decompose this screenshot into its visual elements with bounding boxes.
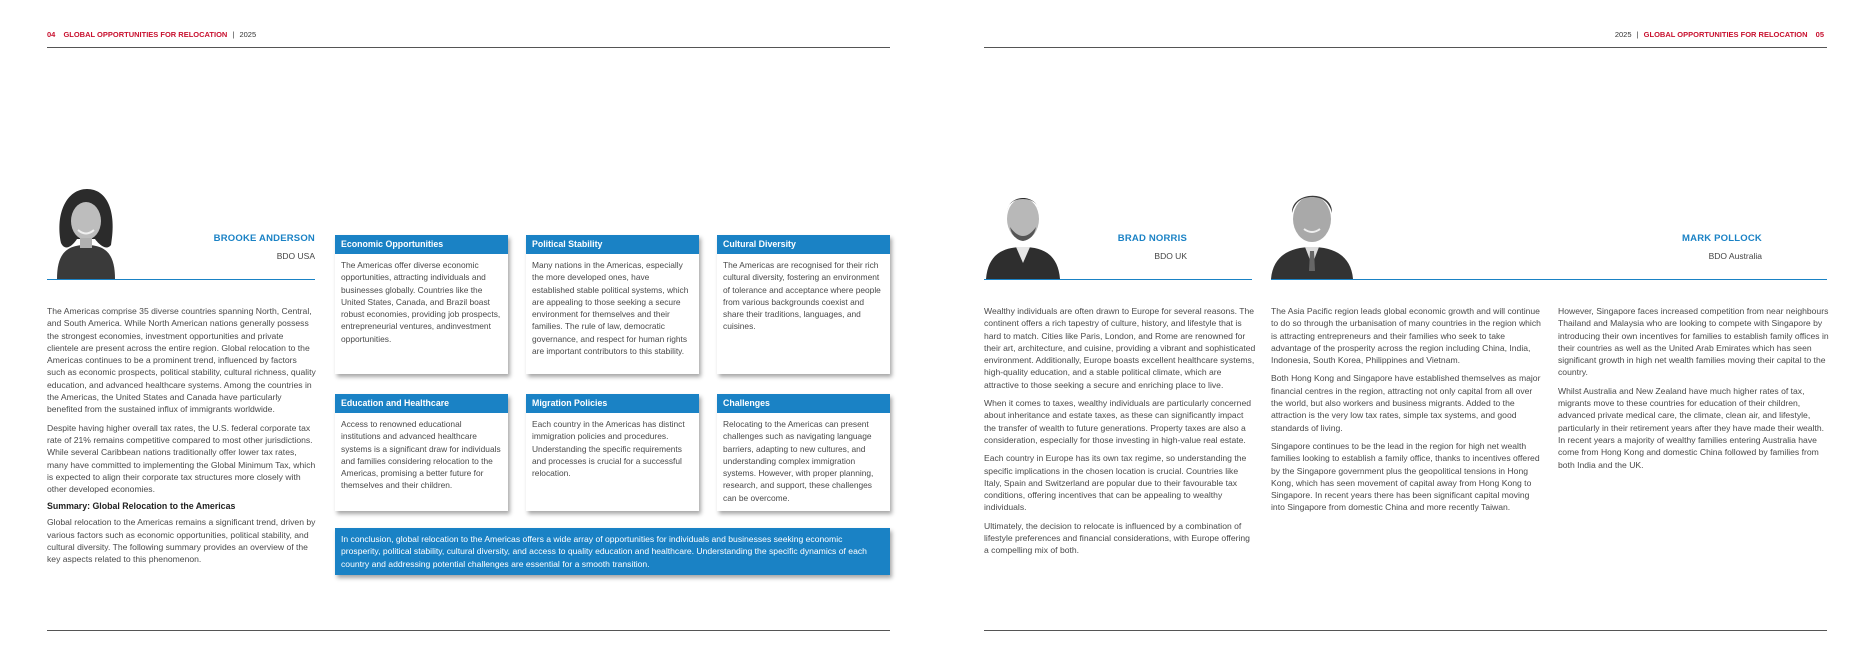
- running-header: [47, 30, 256, 39]
- header-separator: |: [1636, 30, 1639, 39]
- author-name: BROOKE ANDERSON: [213, 233, 315, 244]
- australia-paragraph: Whilst Australia and New Zealand have much higher rates of tax, migrants move to these countries for education of their children, advanced private medical care, the climate, clean air, and lifestyle, particularly in their retirement years after they have made their wealth. In recent years a majority of wealthy families entering Australia have come from Hong Kong and domestic China followed by families from both India and the UK.: [1558, 385, 1825, 470]
- intro-paragraph: The Americas comprise 35 diverse countries spanning North, Central, and South America. While North American nations generally possess the strongest economies, investment opportunities and private clientele are present across the entire region. Global relocation to the Americas continues to be a prominent trend, influenced by factors such as economic prospects, political stability, cultural richness, quality education, and advanced healthcare systems. Among the countries in the Americas, the United States and Canada have particularly benefited from the sustained influx of immigrants worldwide.: [47, 306, 316, 415]
- header-rule: [984, 47, 1827, 48]
- card-migration-policies: [526, 394, 699, 511]
- europe-paragraph: Each country in Europe has its own tax regime, so understanding the specific implications in the chosen location is crucial. Countries like Italy, Spain and Switzerland are popular due to their favourable tax conditions, offering incentives that can be appealing to wealthy individuals.: [984, 453, 1247, 513]
- tax-paragraph: Despite having higher overall tax rates, the U.S. federal corporate tax rate of 21% remains competitive compared to most other jurisdictions. While several Caribbean nations traditionally offer lower tax rates, many have committed to implementing the Global Minimum Tax, which is expected to align their corporate tax structures more closely with other developed economies.: [47, 422, 316, 495]
- author-org: BDO Australia: [1708, 251, 1762, 261]
- author-name: MARK POLLOCK: [1682, 233, 1762, 244]
- left-page: [0, 0, 935, 662]
- europe-paragraph: When it comes to taxes, wealthy individuals are particularly concerned about inheritance and estate taxes, as these can significantly impact the transfer of wealth to future generations. Property taxes are also a consideration, especially for those investing in high-value real estate.: [984, 398, 1252, 445]
- header-rule: [47, 47, 890, 48]
- footer-rule: [984, 630, 1827, 631]
- right-page: [935, 0, 1871, 662]
- footer-rule: [47, 630, 890, 631]
- asia-paragraph: The Asia Pacific region leads global economic growth and will continue to do so through the urbanisation of many countries in the region which is attracting entrepreneurs and their families who seek to take advantage of the prosperity across the region including China, India, Indonesia, South Korea, Philippines and Vietnam.: [1271, 306, 1541, 366]
- asia-paragraph: Both Hong Kong and Singapore have established themselves as major financial centres in the region, attracting not only capital from all over the world, but also workers and business migrants. Added to the attraction is the very low tax rates, simple tax systems, and good standards of living.: [1271, 373, 1541, 433]
- header-title: GLOBAL OPPORTUNITIES FOR RELOCATION: [63, 30, 228, 39]
- author-photo: [1271, 181, 1353, 279]
- author-photo: [984, 183, 1062, 279]
- europe-paragraph: Wealthy individuals are often drawn to Europe for several reasons. The continent offers a rich tapestry of culture, history, and lifestyle that is hard to match. Cities like Paris, London, and Rome are renowned for their art, architecture, and cuisine, providing a vibrant and sophisticated environment. Additionally, Europe boasts excellent healthcare systems, high-quality education, and a stable political climate, which are attractive to those seeking a secure and enriching place to live.: [984, 306, 1256, 390]
- card-text: Access to renowned educational institutions and advanced healthcare systems is a significant draw for individuals and families considering relocation to the Americas, promising a better future for themselves and their children.: [341, 419, 501, 491]
- card-economic-opportunities: [335, 235, 508, 374]
- europe-column: [984, 305, 1256, 563]
- author-org: BDO UK: [1154, 251, 1187, 261]
- summary-heading: Summary: Global Relocation to the Americas: [47, 501, 236, 512]
- card-text: Many nations in the Americas, especially the more developed ones, have established stable political systems, which are appealing to those seeking a secure environment for themselves and their families. The rule of law, democratic governance, and respect for human rights are important contributors to this stability.: [532, 260, 689, 357]
- header-year: 2025: [239, 30, 257, 39]
- card-title: Economic Opportunities: [335, 235, 508, 254]
- australia-paragraph: However, Singapore faces increased competition from near neighbours Thailand and Malaysia who are looking to compete with Singapore by introducing their own incentives for families to establish family offices in their countries as well as the United Arab Emirates which has seen significant growth in high net wealth families moving their capital to the country.: [1558, 306, 1829, 378]
- running-header: [1615, 30, 1824, 39]
- card-text: The Americas are recognised for their rich cultural diversity, fostering an environment of tolerance and acceptance where people from various backgrounds coexist and share their traditions, languages, and cuisines.: [723, 260, 881, 332]
- card-political-stability: [526, 235, 699, 374]
- card-text: The Americas offer diverse economic opportunities, attracting individuals and businesses globally. Countries like the United States, Canada, and Brazil boast robust economies, providing job prospects, entrepreneurial ventures, andinvestment opportunities.: [341, 260, 501, 344]
- author-name: BRAD NORRIS: [1117, 233, 1187, 244]
- author-photo: [47, 183, 125, 279]
- intro-column: [47, 305, 317, 572]
- card-title: Education and Healthcare: [335, 394, 508, 413]
- card-cultural-diversity: [717, 235, 890, 374]
- card-title: Cultural Diversity: [717, 235, 890, 254]
- asia-column: [1271, 305, 1544, 520]
- card-text: Each country in the Americas has distinct immigration policies and procedures. Understanding the specific requirements and processes is crucial for a successful relocation.: [532, 419, 685, 479]
- card-education-healthcare: [335, 394, 508, 511]
- author-rule: [47, 279, 315, 280]
- header-title: GLOBAL OPPORTUNITIES FOR RELOCATION: [1643, 30, 1808, 39]
- card-title: Challenges: [717, 394, 890, 413]
- header-year: 2025: [1614, 30, 1632, 39]
- author-org: BDO USA: [276, 251, 315, 261]
- page-number: 04: [47, 30, 56, 39]
- author-rule: [984, 279, 1252, 280]
- europe-paragraph: Ultimately, the decision to relocate is influenced by a combination of lifestyle preferences and financial considerations, with Europe offering a compelling mix of both.: [984, 520, 1250, 556]
- card-title: Migration Policies: [526, 394, 699, 413]
- australia-column: [1558, 305, 1830, 477]
- card-title: Political Stability: [526, 235, 699, 254]
- header-separator: |: [232, 30, 235, 39]
- conclusion-box: In conclusion, global relocation to the Americas offers a wide array of opportunities for individuals and businesses seeking economic prosperity, political stability, cultural diversity, and access to quality education and healthcare. Understanding the specific dynamics of each country and addressing potential challenges are essential for a smooth transition.: [335, 528, 890, 575]
- card-text: Relocating to the Americas can present challenges such as navigating language barriers, adapting to new cultures, and understanding complex immigration systems. However, with proper planning, research, and support, these challenges can be overcome.: [723, 419, 874, 503]
- asia-paragraph: Singapore continues to be the lead in the region for high net wealth families looking to establish a family office, thanks to incentives offered by the Singapore government plus the geopolitical tensions in Hong Kong, which has seen movement of capital away from Hong Kong to Singapore. In recent years there has been significant capital moving into Singapore from domestic China and more recently Taiwan.: [1271, 440, 1540, 513]
- author-rule: [1271, 279, 1827, 280]
- card-challenges: [717, 394, 890, 511]
- page-number: 05: [1815, 30, 1824, 39]
- summary-paragraph: Global relocation to the Americas remains a significant trend, driven by various factors such as economic opportunities, political stability, and cultural diversity. The following summary provides an overview of the key aspects related to this phenomenon.: [47, 517, 316, 565]
